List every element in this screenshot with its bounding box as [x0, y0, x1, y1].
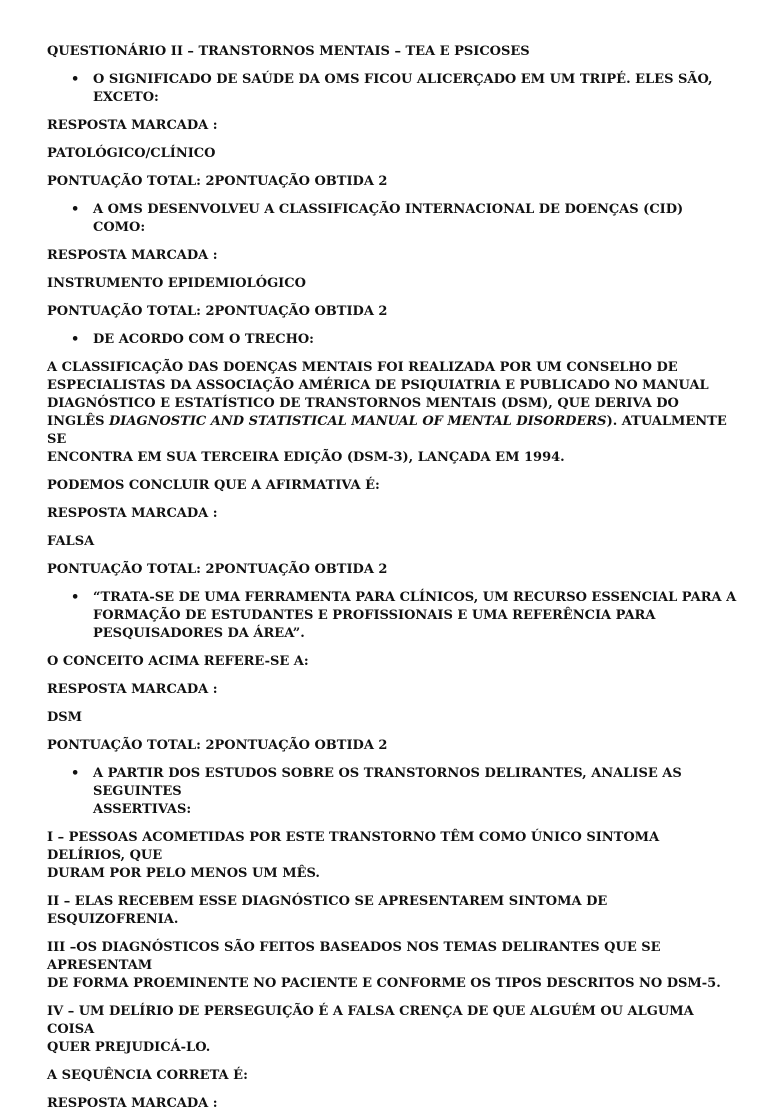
- excerpt-line: [47, 413, 738, 449]
- answer-label: RESPOSTA MARCADA :: [47, 506, 218, 521]
- score-line: PONTUAÇÃO TOTAL: 2PONTUAÇÃO OBTIDA 2: [47, 738, 388, 753]
- assertion-line: QUER PREJUDICÁ-LO.: [47, 1040, 211, 1055]
- answer-label: RESPOSTA MARCADA :: [47, 248, 218, 263]
- question-1: [47, 71, 738, 107]
- score-line: PONTUAÇÃO TOTAL: 2PONTUAÇÃO OBTIDA 2: [47, 304, 388, 319]
- question-1-text: O SIGNIFICADO DE SAÚDE DA OMS FICOU ALICERÇADO EM UM TRIPÉ. ELES SÃO, EXCETO:: [93, 72, 713, 105]
- question-3-text: DE ACORDO COM O TRECHO:: [93, 332, 314, 347]
- question-2: [47, 201, 738, 237]
- bullet-icon: •: [71, 332, 80, 347]
- assertion-line: DURAM POR PELO MENOS UM MÊS.: [47, 866, 320, 881]
- question-4-line: “TRATA-SE DE UMA FERRAMENTA PARA CLÍNICOS, UM RECURSO ESSENCIAL PARA A: [93, 590, 737, 605]
- question-prompt: O CONCEITO ACIMA REFERE-SE A:: [47, 654, 309, 669]
- answer-value: FALSA: [47, 534, 95, 549]
- assertion-line: IV – UM DELÍRIO DE PERSEGUIÇÃO É A FALSA CRENÇA DE QUE ALGUÉM OU ALGUMA COISA: [47, 1004, 694, 1037]
- excerpt-italic-title: DIAGNOSTIC AND STATISTICAL MANUAL OF MENTAL DISORDERS: [109, 414, 607, 429]
- question-5-line: A PARTIR DOS ESTUDOS SOBRE OS TRANSTORNOS DELIRANTES, ANALISE AS SEGUINTES: [93, 766, 682, 799]
- excerpt-line-prefix: INGLÊS: [47, 414, 110, 429]
- assertion-line: DE FORMA PROEMINENTE NO PACIENTE E CONFORME OS TIPOS DESCRITOS NO DSM-5.: [47, 976, 721, 991]
- bullet-icon: •: [71, 72, 80, 87]
- question-5-line: ASSERTIVAS:: [93, 802, 192, 817]
- excerpt-line: A CLASSIFICAÇÃO DAS DOENÇAS MENTAIS FOI REALIZADA POR UM CONSELHO DE: [47, 360, 678, 375]
- question-prompt: PODEMOS CONCLUIR QUE A AFIRMATIVA É:: [47, 478, 380, 493]
- answer-label: RESPOSTA MARCADA :: [47, 1096, 218, 1111]
- question-5: [47, 765, 738, 819]
- question-4: [47, 589, 738, 643]
- excerpt-line: ESPECIALISTAS DA ASSOCIAÇÃO AMÉRICA DE PSIQUIATRIA E PUBLICADO NO MANUAL: [47, 378, 709, 393]
- assertion-4: [47, 1003, 738, 1057]
- question-prompt: A SEQUÊNCIA CORRETA É:: [47, 1068, 248, 1083]
- answer-value: DSM: [47, 710, 83, 725]
- assertion-2: II – ELAS RECEBEM ESSE DIAGNÓSTICO SE APRESENTAREM SINTOMA DE ESQUIZOFRENIA.: [47, 894, 608, 927]
- bullet-icon: •: [71, 766, 80, 781]
- question-4-line: FORMAÇÃO DE ESTUDANTES E PROFISSIONAIS E UMA REFERÊNCIA PARA: [93, 608, 656, 623]
- score-line: PONTUAÇÃO TOTAL: 2PONTUAÇÃO OBTIDA 2: [47, 174, 388, 189]
- question-4-line: PESQUISADORES DA ÁREA”.: [93, 626, 305, 641]
- answer-label: RESPOSTA MARCADA :: [47, 682, 218, 697]
- excerpt-paragraph: [47, 359, 738, 467]
- excerpt-line: DIAGNÓSTICO E ESTATÍSTICO DE TRANSTORNOS MENTAIS (DSM), QUE DERIVA DO: [47, 396, 679, 411]
- excerpt-line-suffix: ). ATUALMENTE SE: [47, 414, 727, 447]
- assertion-1: [47, 829, 738, 883]
- bullet-icon: •: [71, 202, 80, 217]
- answer-value: INSTRUMENTO EPIDEMIOLÓGICO: [47, 276, 306, 291]
- excerpt-line: ENCONTRA EM SUA TERCEIRA EDIÇÃO (DSM-3), LANÇADA EM 1994.: [47, 450, 565, 465]
- assertion-line: I – PESSOAS ACOMETIDAS POR ESTE TRANSTORNO TÊM COMO ÚNICO SINTOMA DELÍRIOS, QUE: [47, 830, 660, 863]
- answer-value: PATOLÓGICO/CLÍNICO: [47, 146, 216, 161]
- assertion-3: [47, 939, 738, 993]
- bullet-icon: •: [71, 590, 80, 605]
- assertion-line: III –OS DIAGNÓSTICOS SÃO FEITOS BASEADOS NOS TEMAS DELIRANTES QUE SE APRESENTAM: [47, 940, 661, 973]
- score-line: PONTUAÇÃO TOTAL: 2PONTUAÇÃO OBTIDA 2: [47, 562, 388, 577]
- answer-label: RESPOSTA MARCADA :: [47, 118, 218, 133]
- question-3: [47, 331, 738, 349]
- question-2-text: A OMS DESENVOLVEU A CLASSIFICAÇÃO INTERNACIONAL DE DOENÇAS (CID) COMO:: [93, 202, 684, 235]
- page-title: QUESTIONÁRIO II – TRANSTORNOS MENTAIS – TEA E PSICOSES: [47, 44, 530, 59]
